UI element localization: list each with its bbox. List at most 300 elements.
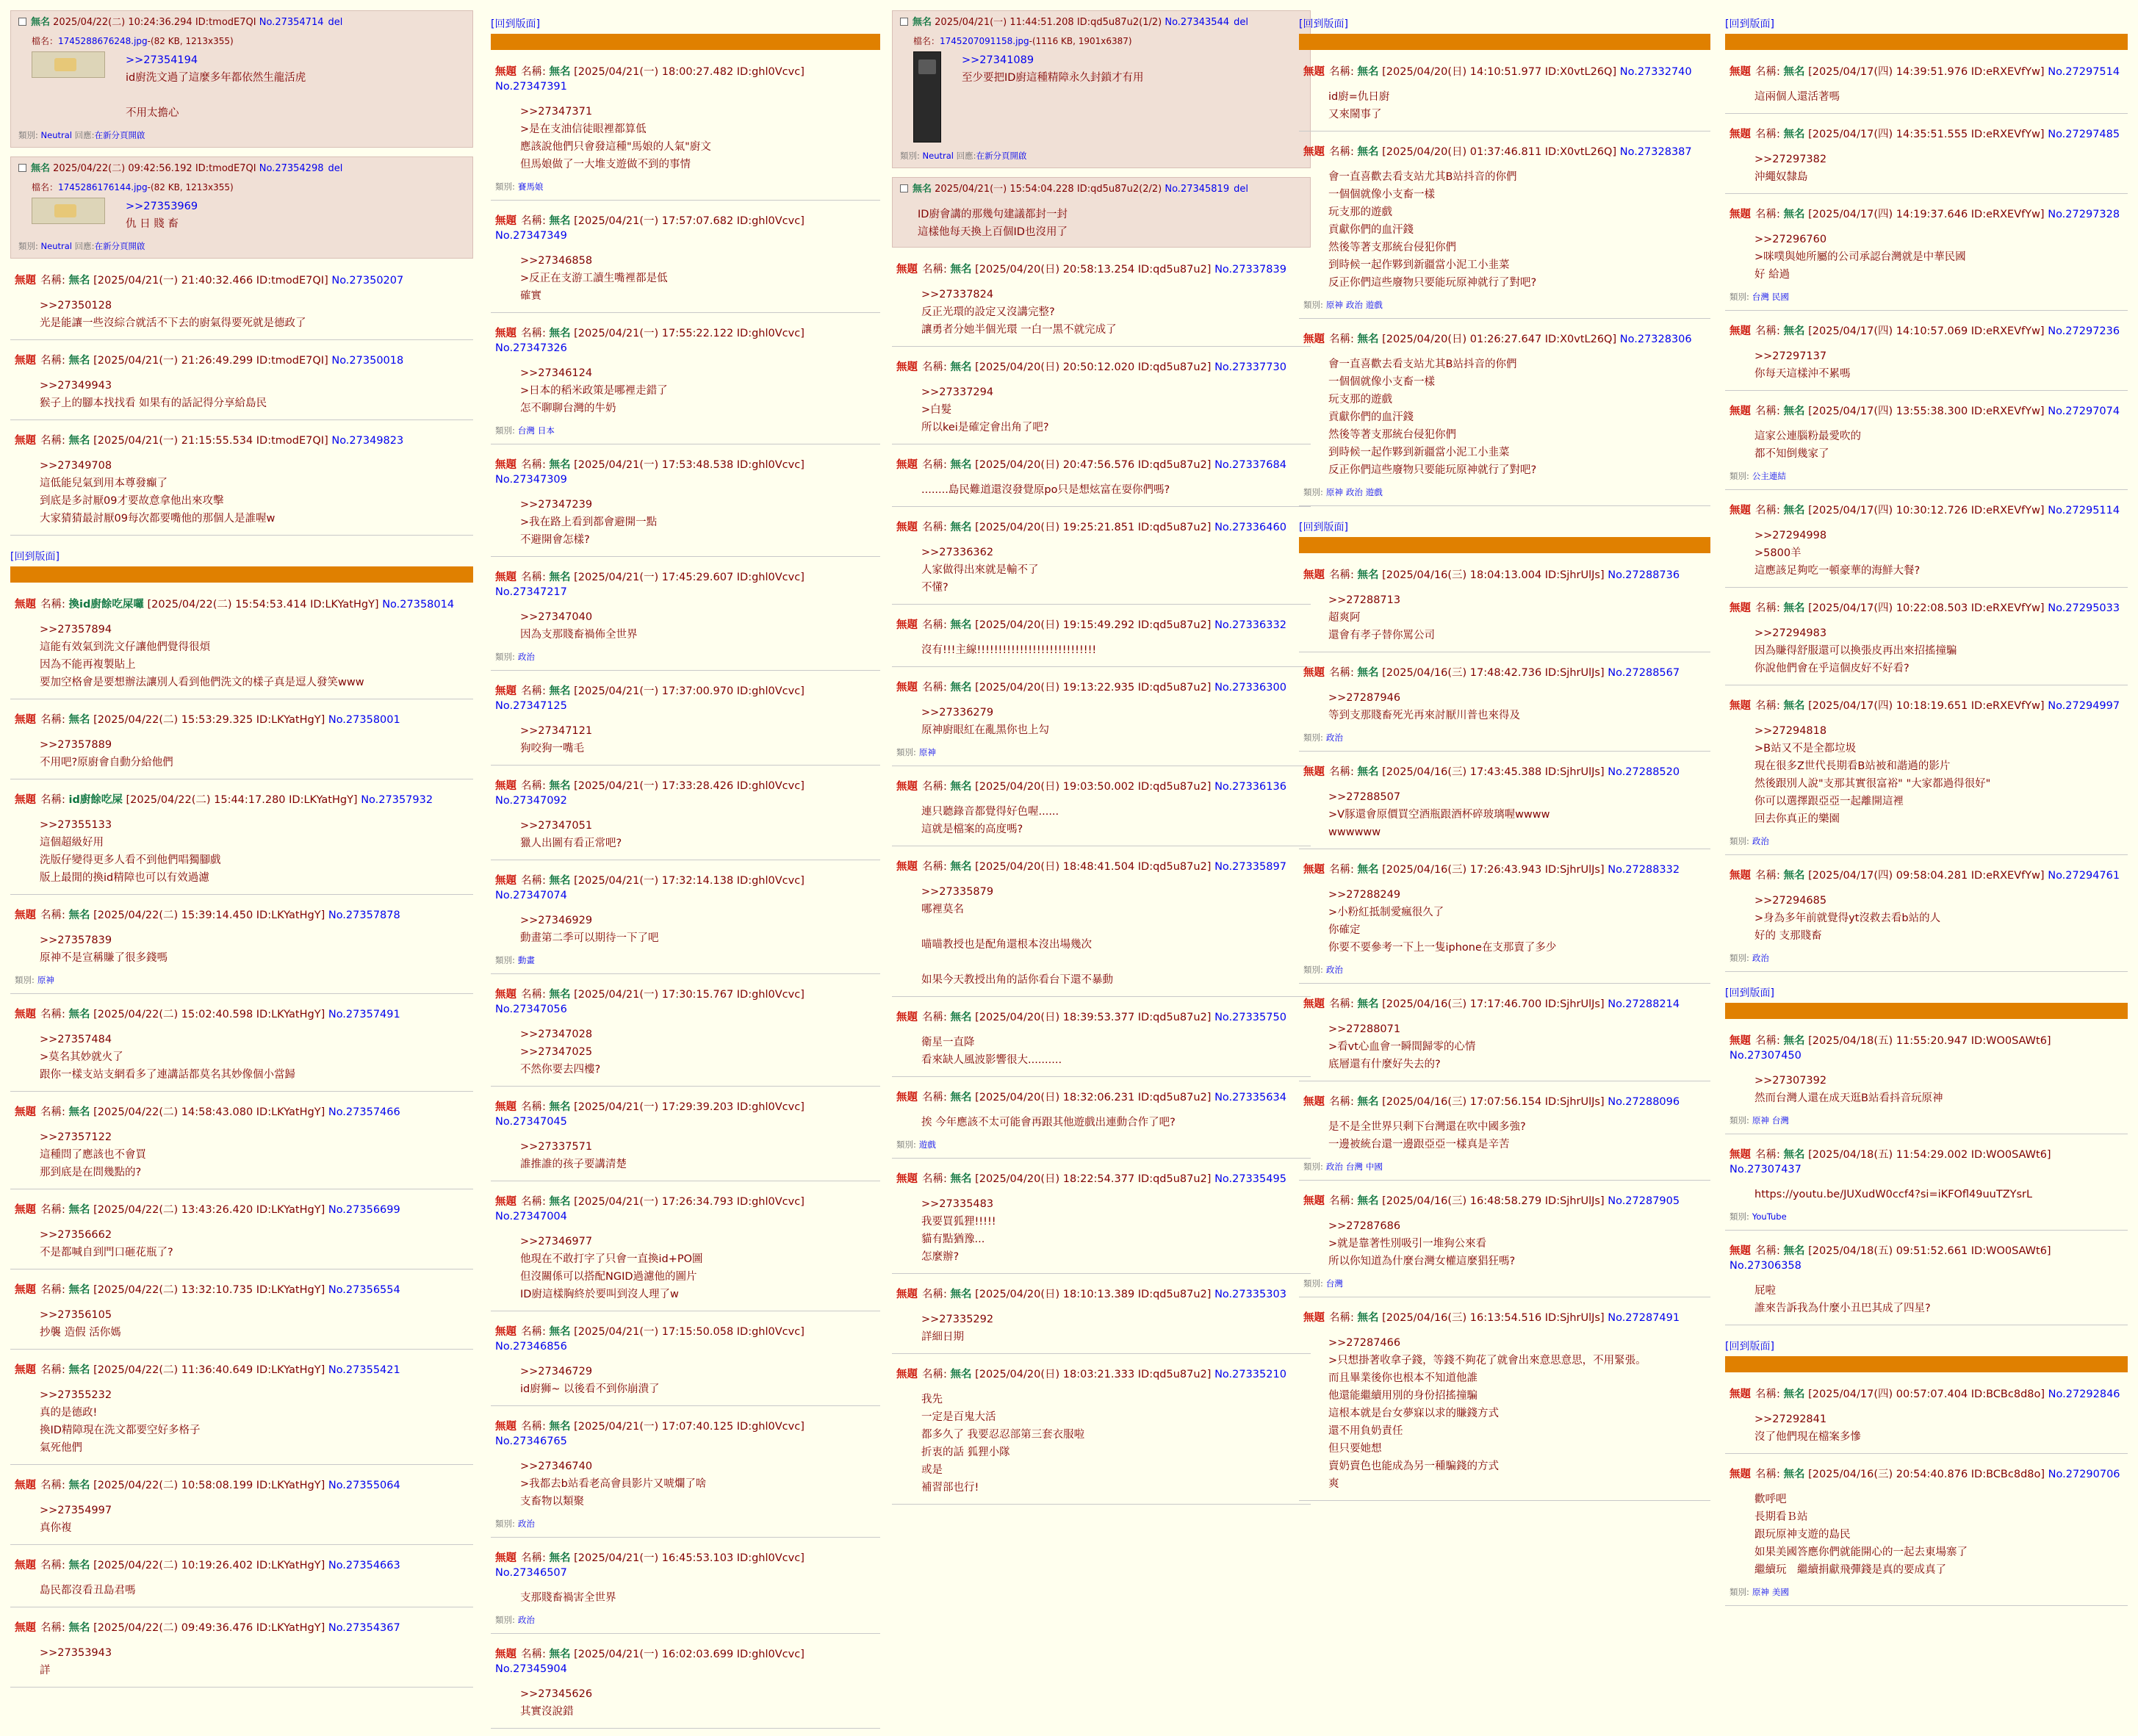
category-tag[interactable]: 美國 [1771,1587,1789,1597]
body-line: >>27349943 [40,380,112,392]
post-body [1328,1118,1706,1153]
body-line: >>27288507 [1328,791,1401,803]
category-tag[interactable]: YouTube [1752,1211,1787,1222]
poster-name: 無名 [1357,766,1379,778]
post-number-link[interactable]: No.27288332 [1608,864,1680,876]
post-number-link[interactable]: No.27297485 [2048,129,2120,140]
post-number-link[interactable]: No.27297236 [2048,325,2120,337]
post-header [896,1172,1306,1186]
category-tag[interactable]: 遊戲 [1365,300,1383,310]
category-label: 類別: [1730,953,1749,963]
name-label: 名稱: [521,1101,546,1113]
category-tag[interactable]: 動畫 [517,955,535,965]
open-new-tab-link[interactable]: 在新分頁開啟 [976,151,1027,161]
poster-name: 無名 [549,1326,571,1338]
post-timestamp: [2025/04/17(四) 10:30:12.726 ID:eRXEVfYw] [1808,505,2045,516]
reply-body [126,198,198,233]
post-timestamp: [2025/04/20(日) 18:39:53.377 ID:qd5u87u2] [975,1012,1212,1023]
post-body [520,1363,876,1398]
post-number-link[interactable]: No.27357491 [328,1009,400,1020]
post-number-link[interactable]: No.27335897 [1214,861,1286,873]
post-title: 無題 [15,435,36,447]
poster-name: 無名 [1783,66,1805,78]
name-label: 名稱: [1755,700,1780,712]
post-number-link[interactable]: No.27297328 [2048,209,2120,220]
post-number-link[interactable]: No.27347125 [495,700,567,712]
body-line: 你確定 [1328,924,1361,936]
post-timestamp: [2025/04/20(日) 19:13:22.935 ID:qd5u87u2] [975,682,1212,694]
post-number-link[interactable]: No.27328306 [1619,334,1692,345]
back-to-board-link[interactable]: [回到版面] [1725,987,1774,999]
post-title: 無題 [1730,1149,1751,1161]
poster-name: 無名 [549,1196,571,1208]
post-title: 無題 [1730,66,1751,78]
post-number-link[interactable]: No.27345904 [495,1663,567,1675]
body-line: 然後等著支那統台侵犯你們 [1328,242,1456,253]
category-label: 類別: [1730,1211,1749,1222]
poster-name: 無名 [950,1012,972,1023]
post-body [1328,886,1706,957]
thread-post [1725,1381,2128,1454]
post-number-link[interactable]: No.27288736 [1608,569,1680,581]
poster-name: 無名 [1357,667,1379,679]
post-title: 無題 [1730,1469,1751,1480]
post-header [1730,1467,2123,1482]
post-header [495,326,876,356]
select-checkbox[interactable] [18,18,26,26]
post-title: 無題 [15,275,36,287]
post-timestamp: [2025/04/22(二) 10:58:08.199 ID:LKYatHgY] [93,1480,325,1491]
category-tag[interactable]: 政治 [1752,953,1769,963]
post-title: 無題 [495,215,516,227]
post-number-link[interactable]: No.27357466 [328,1106,400,1118]
delete-link[interactable]: del [1234,184,1248,195]
post-number-link[interactable]: No.27343544 [1165,17,1230,28]
post-header [15,273,469,288]
category-tag[interactable]: 政治 [517,1615,535,1625]
post-number-link[interactable]: No.27287905 [1608,1195,1680,1207]
post-title: 無題 [15,599,36,611]
post-body [1328,788,1706,841]
post-title: 無題 [495,1101,516,1113]
body-line: id廚=仇日廚 [1328,91,1390,103]
back-section [1299,514,1710,553]
body-line: >小粉紅抵制愛瘋很久了 [1328,907,1444,918]
post-timestamp: [2025/04/16(三) 17:48:42.736 ID:SjhrUlJs] [1382,667,1605,679]
category-tag[interactable]: 原神 [1752,1587,1769,1597]
poster-name: 無名 [950,522,972,533]
back-to-board-link[interactable]: [回到版面] [1299,522,1348,533]
post-number-link[interactable]: No.27336300 [1214,682,1286,694]
post-number-link[interactable]: No.27347309 [495,474,567,486]
select-checkbox[interactable] [900,184,908,192]
post-title: 無題 [1730,325,1751,337]
body-line: 連只聽錄音都覺得好色喔...... [921,806,1059,818]
post-number-link[interactable]: No.27347056 [495,1004,567,1015]
post-number-link[interactable]: No.27297514 [2048,66,2120,78]
category-tag[interactable]: 民國 [1771,292,1789,302]
post-number-link[interactable]: No.27357878 [328,910,400,921]
category-tag[interactable]: 原神 [1325,487,1343,497]
category-label: 類別: [896,747,916,757]
post-number-link[interactable]: No.27346856 [495,1341,567,1353]
select-checkbox[interactable] [18,164,26,172]
body-line: >我在路上看到都會避開一點 [520,516,658,528]
thread-post [892,354,1311,444]
category-tag[interactable]: 台灣 [1752,292,1769,302]
file-link[interactable]: 1745288676248.jpg [58,36,148,46]
post-number-link[interactable]: No.27288214 [1608,998,1680,1010]
thread-post [1725,595,2128,685]
post-number-link[interactable]: No.27358014 [382,599,455,611]
post-categories [495,425,876,436]
category-tag[interactable]: Neutral [40,241,72,251]
post-body [520,817,876,852]
post-title: 無題 [1303,1312,1325,1324]
post-timestamp: [2025/04/20(日) 01:26:27.647 ID:X0vtL26Q] [1382,334,1617,345]
body-line: 哪裡莫名 [921,904,964,915]
body-line: 一定是百鬼大活 [921,1411,996,1423]
post-number-link[interactable]: No.27347217 [495,586,567,598]
post-timestamp: [2025/04/20(日) 19:25:21.851 ID:qd5u87u2] [975,522,1212,533]
category-tag[interactable]: 遊戲 [1365,487,1383,497]
name-label: 名稱: [521,875,546,887]
poster-name: 無名 [950,459,972,471]
post-header [1730,1148,2123,1177]
post-header [896,680,1306,695]
post-number-link[interactable]: No.27337684 [1214,459,1286,471]
poster-name: 無名 [1357,569,1379,581]
post-number-link[interactable]: No.27288567 [1608,667,1680,679]
post-number-link[interactable]: No.27336136 [1214,781,1286,793]
post-number-link[interactable]: No.27295114 [2048,505,2120,516]
post-title: 無題 [1730,406,1751,417]
back-section [1725,979,2128,1019]
name-label: 名稱: [1329,569,1354,581]
post-number-link[interactable]: No.27292846 [2048,1389,2120,1400]
category-tag[interactable]: 政治 [1345,487,1363,497]
back-section [1725,10,2128,50]
post-title: 無題 [896,1012,918,1023]
quote-link[interactable]: >>27354194 [126,54,198,66]
post-body [40,736,469,771]
post-number-link[interactable]: No.27335634 [1214,1092,1286,1103]
delete-link[interactable]: del [328,163,343,174]
body-line: ID廚這樣胸終於要叫到沒人理了w [520,1289,679,1300]
body-line: 賣奶賣色也能成為另一種騙錢的方式 [1328,1461,1499,1472]
post-number-link[interactable]: No.27350018 [331,355,404,367]
post-number-link[interactable]: No.27347004 [495,1211,567,1222]
category-tag[interactable]: 政治 [1345,300,1363,310]
thread-post [1725,1461,2128,1606]
category-tag[interactable]: 台灣 [1771,1115,1789,1125]
post-number-link[interactable]: No.27307437 [1730,1164,1802,1175]
open-new-tab-link[interactable]: 在新分頁開啟 [94,130,145,140]
post-header [495,1195,876,1224]
category-tag[interactable]: 政治 [517,1519,535,1529]
poster-name: 無名 [1357,864,1379,876]
post-number-link[interactable]: No.27295033 [2048,602,2120,614]
post-number-link[interactable]: No.27337730 [1214,361,1286,373]
post-timestamp: [2025/04/17(四) 14:39:51.976 ID:eRXEVfYw] [1808,66,2045,78]
post-number-link[interactable]: No.27355064 [328,1480,400,1491]
post-number-link[interactable]: No.27358001 [328,714,400,726]
body-line: >>27346729 [520,1366,593,1377]
post-number-link[interactable]: No.27336332 [1214,619,1286,631]
select-checkbox[interactable] [900,18,908,26]
name-label: 名稱: [1329,66,1354,78]
post-number-link[interactable]: No.27347045 [495,1116,567,1128]
post-categories [1303,486,1706,498]
category-tag[interactable]: 賽馬娘 [517,181,544,192]
name-label: 名稱: [40,1364,65,1376]
category-tag[interactable]: Neutral [40,130,72,140]
post-title: 無題 [15,1480,36,1491]
poster-name: 無名 [913,17,932,28]
post-body [520,496,876,549]
post-body [520,1026,876,1078]
post-number-link[interactable]: No.27297074 [2048,406,2120,417]
file-link[interactable]: 1745286176144.jpg [58,182,148,192]
body-line: >>27294983 [1754,627,1827,639]
name-label: 名稱: [922,619,947,631]
poster-name: 無名 [1783,602,1805,614]
back-to-board-link[interactable]: [回到版面] [10,551,60,563]
delete-link[interactable]: del [328,17,343,28]
body-line: >>27337294 [921,386,994,398]
post-header [495,214,876,243]
post-number-link[interactable]: No.27355421 [328,1364,400,1376]
name-label: 名稱: [40,275,65,287]
category-label: 類別: [1303,732,1323,743]
thread-post [10,1099,473,1189]
post-number-link[interactable]: No.27347074 [495,890,567,901]
post-timestamp: [2025/04/21(一) 17:53:48.538 ID:ghl0Vcvc] [574,459,805,471]
post-timestamp: [2025/04/21(一) 17:55:22.122 ID:ghl0Vcvc] [574,328,805,339]
category-tag[interactable]: 原神 [1752,1115,1769,1125]
poster-name: 無名 [1783,1389,1805,1400]
post-title: 無題 [495,1421,516,1433]
category-tag[interactable]: 政治 [1325,1161,1343,1172]
post-number-link[interactable]: No.27356699 [328,1204,400,1216]
post-header [1730,127,2123,142]
body-line: 你可以選擇跟亞亞一起離開這裡 [1754,796,1904,807]
name-label: 名稱: [1329,146,1354,158]
post-number-link[interactable]: No.27354714 [259,17,324,28]
post-number-link[interactable]: No.27335495 [1214,1173,1286,1185]
post-number-link[interactable]: No.27307450 [1730,1050,1802,1062]
body-line: 不用太擔心 [126,107,179,119]
post-header [1303,1311,1706,1325]
post-number-link[interactable]: No.27354663 [328,1560,400,1571]
thread-post [1725,862,2128,972]
category-label: 類別: [495,1615,515,1625]
reply-header [900,182,1303,197]
image-thumbnail[interactable] [32,198,105,224]
body-line: 這家公連腦粉最愛吹的 [1754,431,1861,442]
category-tag[interactable]: 日本 [537,425,555,436]
post-number-link[interactable]: No.27354367 [328,1622,400,1634]
body-line: 你每天這樣沖不累嗎 [1754,368,1851,380]
post-number-link[interactable]: No.27294761 [2048,870,2120,882]
post-number-link[interactable]: No.27288096 [1608,1096,1680,1108]
name-label: 名稱: [1329,864,1354,876]
post-number-link[interactable]: No.27345819 [1165,184,1230,195]
post-categories [1730,470,2123,482]
post-body [1754,1491,2123,1579]
back-to-board-link[interactable]: [回到版面] [491,18,540,30]
name-label: 名稱: [1329,1096,1354,1108]
thread-post [491,773,880,860]
image-thumbnail[interactable] [913,51,941,143]
quote-link[interactable]: >>27353969 [126,201,198,212]
reply-footer [18,129,465,141]
file-info: 檔名：1745286176144.jpg-(82 KB, 1213x355) [32,182,234,192]
category-tag[interactable]: 中國 [1365,1161,1383,1172]
poster-name: 無名 [68,1009,90,1020]
open-new-tab-link[interactable]: 在新分頁開啟 [94,241,145,251]
thread-post [10,1001,473,1092]
category-tag[interactable]: Neutral [922,151,954,161]
post-timestamp: [2025/04/20(日) 20:50:12.020 ID:qd5u87u2] [975,361,1212,373]
name-label: 名稱: [922,361,947,373]
body-line: 反正你們這些廢物只要能玩原神就行了對吧? [1328,277,1537,289]
category-tag[interactable]: 台灣 [1325,1278,1343,1289]
post-number-link[interactable]: No.27287491 [1608,1312,1680,1324]
post-body [520,1685,876,1721]
post-body [40,377,469,412]
back-to-board-link[interactable]: [回到版面] [1299,18,1348,30]
quote-link[interactable]: >>27341089 [962,54,1034,66]
category-tag[interactable]: 政治 [1325,965,1343,975]
back-to-board-link[interactable]: [回到版面] [1725,18,1774,30]
body-line: >>27337571 [520,1141,593,1153]
category-tag[interactable]: 台灣 [1345,1161,1363,1172]
poster-name: id廚餘吃屎 [68,794,123,806]
category-tag[interactable]: 政治 [517,652,535,662]
post-number-link[interactable]: No.27347349 [495,230,567,242]
post-categories [1730,1586,2123,1598]
body-line: 喵喵教授也是配角還根本沒出場幾次 [921,939,1092,951]
post-categories [1730,291,2123,303]
category-tag[interactable]: 公主連結 [1752,471,1786,481]
category-tag[interactable]: 原神 [1325,300,1343,310]
body-line: >>27294818 [1754,725,1827,737]
poster-name: 無名 [549,215,571,227]
poster-name: 無名 [549,1552,571,1564]
poster-name: 無名 [950,682,972,694]
post-number-link[interactable]: No.27354298 [259,163,324,174]
category-tag[interactable]: 政治 [1752,836,1769,846]
post-number-link[interactable]: No.27350207 [331,275,404,287]
post-number-link[interactable]: No.27357932 [361,794,433,806]
poster-name: 無名 [549,875,571,887]
post-number-link[interactable]: No.27335303 [1214,1289,1286,1300]
post-number-link[interactable]: No.27346507 [495,1567,567,1579]
category-tag[interactable]: 台灣 [517,425,535,436]
post-header [1303,862,1706,877]
post-categories [495,1614,876,1626]
post-number-link[interactable]: No.27349823 [331,435,404,447]
post-number-link[interactable]: No.27306358 [1730,1260,1802,1272]
body-line: >>27347025 [520,1046,593,1058]
post-body [40,297,469,332]
body-line: 沒了他們現在檔案多慘 [1754,1431,1861,1443]
delete-link[interactable]: del [1234,17,1248,28]
category-label: 類別: [495,181,515,192]
body-line: >>27336362 [921,547,994,558]
post-number-link[interactable]: No.27294997 [2048,700,2120,712]
file-meta: -(1116 KB, 1901x6387) [1029,36,1132,46]
post-body [921,641,1306,659]
post-number-link[interactable]: No.27332740 [1619,66,1692,78]
post-categories [896,1139,1306,1150]
thread-post [1299,1188,1710,1297]
file-link[interactable]: 1745207091158.jpg [940,36,1029,46]
post-number-link[interactable]: No.27347092 [495,795,567,807]
body-line: 所以kei是確定會出角了吧? [921,422,1049,433]
body-line: >>27335879 [921,886,994,898]
post-number-link[interactable]: No.27336460 [1214,522,1286,533]
category-tag[interactable]: 原神 [918,747,936,757]
post-header [15,1007,469,1022]
post-header [896,1090,1306,1105]
post-column [892,10,1311,1512]
post-number-link[interactable]: No.27328387 [1619,146,1692,158]
poster-name: 無名 [1783,325,1805,337]
post-column [1725,10,2128,1613]
category-tag[interactable]: 原神 [37,975,54,985]
file-meta: -(82 KB, 1213x355) [147,182,234,192]
post-number-link[interactable]: No.27337839 [1214,264,1286,275]
post-header [896,1367,1306,1382]
post-header [15,1621,469,1635]
post-header [15,1478,469,1493]
poster-name: 無名 [68,1622,90,1634]
image-thumbnail[interactable] [32,51,105,78]
post-header [1303,65,1706,79]
body-line: id廚洗文過了這麼多年都依然生龍活虎 [126,72,306,84]
body-line: 是不是全世界只剩下台灣還在吹中國多強? [1328,1121,1526,1133]
post-number-link[interactable]: No.27335210 [1214,1369,1286,1380]
post-title: 無題 [1730,129,1751,140]
post-title: 無題 [15,794,36,806]
back-to-board-link[interactable]: [回到版面] [1725,1341,1774,1353]
thread-post [1725,201,2128,311]
post-title: 無題 [495,685,516,697]
post-body [520,103,876,173]
thread-post [491,868,880,974]
category-tag[interactable]: 政治 [1325,732,1343,743]
post-header [896,360,1306,375]
post-number-link[interactable]: No.27290706 [2048,1469,2120,1480]
name-label: 名稱: [1755,602,1780,614]
category-tag[interactable]: 遊戲 [918,1139,936,1150]
post-number-link[interactable]: No.27346765 [495,1436,567,1447]
post-number-link[interactable]: No.27335750 [1214,1012,1286,1023]
body-line: 折衷的話 狐狸小隊 [921,1447,1010,1458]
body-line: 這種問了應該也不會買 [40,1149,146,1161]
poster-name: 無名 [549,780,571,792]
post-timestamp: [2025/04/16(三) 16:48:58.279 ID:SjhrUlJs] [1382,1195,1605,1207]
post-number-link[interactable]: No.27347326 [495,342,567,354]
post-categories [495,954,876,966]
post-timestamp: [2025/04/16(三) 17:26:43.943 ID:SjhrUlJs] [1382,864,1605,876]
post-id: ID:tmodE7QI [195,163,256,174]
post-number-link[interactable]: No.27347391 [495,81,567,93]
post-number-link[interactable]: No.27288520 [1608,766,1680,778]
post-number-link[interactable]: No.27356554 [328,1284,400,1296]
